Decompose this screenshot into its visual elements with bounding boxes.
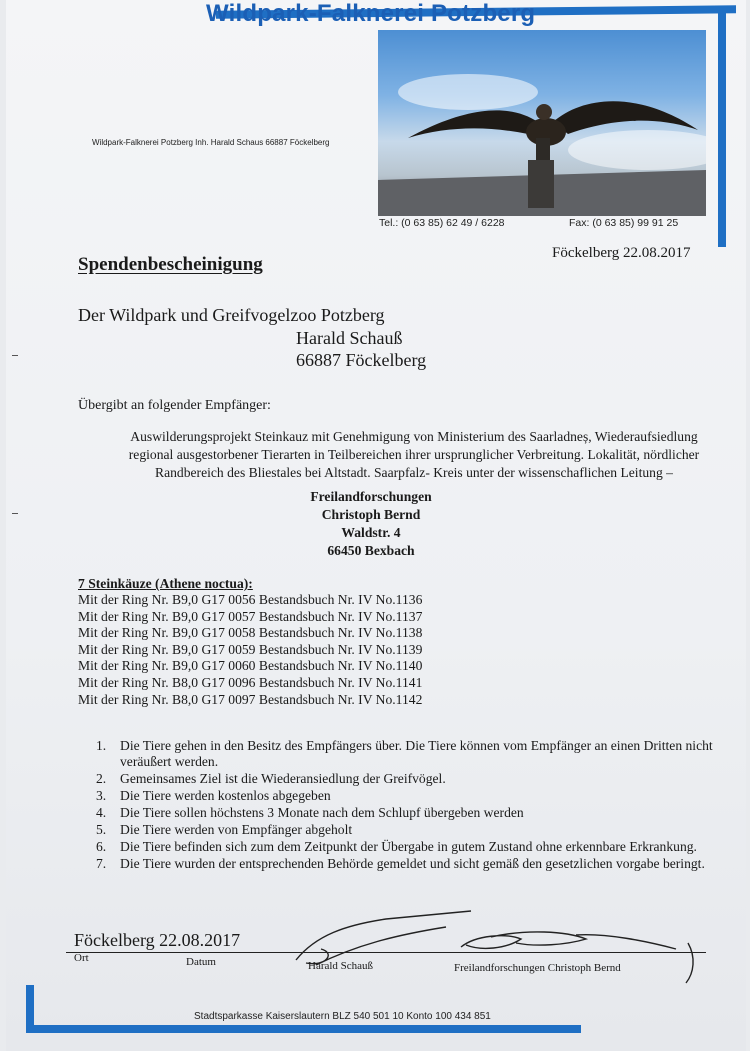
footer-frame-bottom xyxy=(26,1025,581,1033)
footer-frame-left xyxy=(26,985,34,1031)
eagle-photo xyxy=(378,30,706,216)
recipient-address xyxy=(246,488,496,560)
term-text: Die Tiere gehen in den Besitz des Empfängers über. Die Tiere können vom Empfänger an einen Dritten nicht veräußert werden. xyxy=(120,738,713,769)
term-item xyxy=(96,771,750,787)
terms-list xyxy=(96,738,750,873)
term-text: Die Tiere sollen höchstens 3 Monate nach dem Schlupf übergeben werden xyxy=(120,805,524,820)
term-text: Die Tiere werden von Empfänger abgeholt xyxy=(120,822,353,837)
term-number: 5. xyxy=(96,822,107,837)
term-text: Die Tiere befinden sich zum dem Zeitpunkt der Übergabe in gutem Zustand ohne erkennbare Erkrankung. xyxy=(120,839,697,854)
term-number: 3. xyxy=(96,788,107,803)
term-text: Die Tiere wurden der entsprechenden Behörde gemeldet und sicht gemäß den gesetzlichen vorgabe beringt. xyxy=(120,856,705,871)
brand-title: Wildpark-Falknerei Potzberg xyxy=(206,0,536,27)
telephone-number: Tel.: (0 63 85) 62 49 / 6228 xyxy=(379,217,505,229)
ring-item: Mit der Ring Nr. B9,0 G17 0058 Bestandsbuch Nr. IV No.1138 xyxy=(78,625,423,641)
term-number: 7. xyxy=(96,856,107,871)
term-text: Gemeinsames Ziel ist die Wiederansiedlung der Greifvögel. xyxy=(120,771,446,786)
term-number: 2. xyxy=(96,771,107,786)
ring-item: Mit der Ring Nr. B9,0 G17 0056 Bestandsbuch Nr. IV No.1136 xyxy=(78,592,423,607)
term-item xyxy=(96,788,750,804)
term-number: 6. xyxy=(96,839,107,854)
term-item xyxy=(96,822,750,838)
project-line: Auswilderungsprojekt Steinkauz mit Genehmigung von Ministerium des Saarladneș, Wiederaufsiedlung xyxy=(130,429,698,444)
sender-address: Wildpark-Falknerei Potzberg Inh. Harald Schaus 66887 Föckelberg xyxy=(92,138,330,147)
ring-list xyxy=(78,592,422,708)
eagle-icon xyxy=(378,30,706,216)
recipient-street: Waldstr. 4 xyxy=(341,525,401,540)
term-item xyxy=(96,738,750,770)
ring-item: Mit der Ring Nr. B9,0 G17 0059 Bestandsbuch Nr. IV No.1139 xyxy=(78,641,423,657)
page-title: Spendenbescheinigung xyxy=(78,254,263,275)
term-number: 1. xyxy=(96,738,107,753)
signature-line xyxy=(66,952,706,953)
term-text: Die Tiere werden kostenlos abgegeben xyxy=(120,788,331,803)
signature-place-date: Föckelberg 22.08.2017 xyxy=(74,930,240,953)
caption-date: Datum xyxy=(186,956,216,968)
project-description xyxy=(84,428,744,482)
term-item xyxy=(96,839,750,855)
ring-item: Mit der Ring Nr. B9,0 G17 0057 Bestandsbuch Nr. IV No.1137 xyxy=(78,608,423,624)
issuer-name: Der Wildpark und Greifvogelzoo Potzberg xyxy=(78,305,385,325)
term-number: 4. xyxy=(96,805,107,820)
punch-mark xyxy=(12,513,18,514)
letterhead-frame-right xyxy=(718,12,726,247)
recipient-org: Freilandforschungen xyxy=(310,489,432,504)
project-line: regional ausgestorbener Tierarten in Teilbereichen ihrer ursprunglicher Verbreitung. Lokalität, nördlicher xyxy=(128,447,700,462)
document-page xyxy=(6,0,746,1051)
recipient-name: Christoph Bernd xyxy=(321,507,421,522)
handover-text: Übergibt an folgender Empfänger: xyxy=(78,398,271,413)
caption-signer-schauss: Harald Schauß xyxy=(308,960,374,972)
ring-item: Mit der Ring Nr. B9,0 G17 0060 Bestandsbuch Nr. IV No.1140 xyxy=(78,658,423,674)
fax-number: Fax: (0 63 85) 99 91 25 xyxy=(569,217,679,229)
ring-item: Mit der Ring Nr. B8,0 G17 0097 Bestandsbuch Nr. IV No.1142 xyxy=(78,691,423,707)
issuer-person: Harald Schauß xyxy=(296,328,403,348)
ring-item: Mit der Ring Nr. B8,0 G17 0096 Bestandsbuch Nr. IV No.1141 xyxy=(78,674,423,690)
term-item xyxy=(96,805,750,821)
issuer-city: 66887 Föckelberg xyxy=(296,350,427,370)
bank-details: Stadtsparkasse Kaiserslautern BLZ 540 501 10 Konto 100 434 851 xyxy=(194,1011,491,1022)
project-line: Randbereich des Bliestales bei Altstadt. Saarpfalz- Kreis unter der wissenschaflichen Leitung – xyxy=(155,465,673,480)
recipient-city: 66450 Bexbach xyxy=(327,543,415,558)
owls-heading: 7 Steinkäuze (Athene noctua): xyxy=(78,576,253,591)
document-date: Föckelberg 22.08.2017 xyxy=(552,245,691,261)
caption-signer-bernd: Freilandforschungen Christoph Bernd xyxy=(454,962,621,974)
term-item xyxy=(96,856,750,872)
caption-place: Ort xyxy=(74,952,89,964)
punch-mark xyxy=(12,355,18,356)
